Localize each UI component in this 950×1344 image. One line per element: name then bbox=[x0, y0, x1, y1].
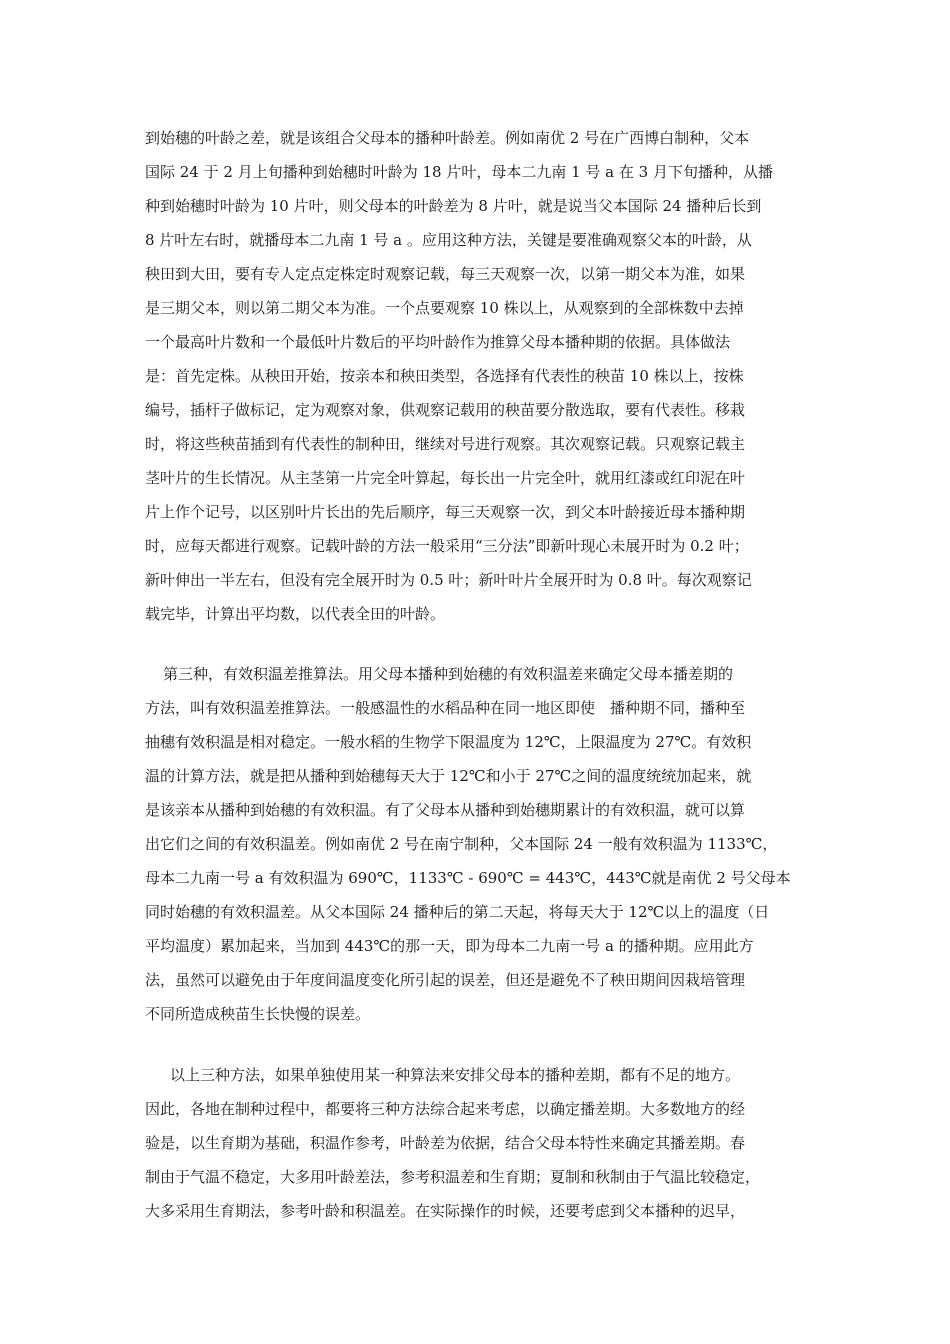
text-line: 时，应每天都进行观察。记载叶龄的方法一般采用“三分法”即新叶现心未展开时为 0.2 叶； bbox=[145, 537, 749, 555]
text-line: 因此，各地在制种过程中，都要将三种方法综合起来考虑，以确定播差期。大多数地方的经 bbox=[145, 1100, 746, 1118]
text-line: 同时始穗的有效积温差。从父本国际 24 播种后的第二天起，将每天大于 12℃以上的温度（日 bbox=[145, 903, 770, 921]
text-line: 8 片叶左右时，就播母本二九南 1 号 a 。应用这种方法，关键是要准确观察父本的叶龄，从 bbox=[145, 231, 752, 249]
text-line: 出它们之间的有效积温差。例如南优 2 号在南宁制种，父本国际 24 一般有效积温为 1133℃， bbox=[145, 835, 778, 853]
text-line: 不同所造成秧苗生长快慢的误差。 bbox=[145, 1005, 371, 1023]
text-line: 方法，叫有效积温差推算法。一般感温性的水稻品种在同一地区即使 播种期不同，播种至 bbox=[145, 699, 746, 717]
text-line: 法，虽然可以避免由于年度间温度变化所引起的误差，但还是避免不了秧田期间因栽培管理 bbox=[145, 971, 746, 989]
text-line: 抽穗有效积温是相对稳定。一般水稻的生物学下限温度为 12℃，上限温度为 27℃。有效积 bbox=[145, 733, 752, 751]
text-line: 载完毕，计算出平均数，以代表全田的叶龄。 bbox=[145, 605, 446, 623]
text-line: 一个最高叶片数和一个最低叶片数后的平均叶龄作为推算父母本播种期的依据。具体做法 bbox=[145, 333, 731, 351]
text-line: 新叶伸出一半左右，但没有完全展开时为 0.5 叶；新叶叶片全展开时为 0.8 叶。每次观察记 bbox=[145, 571, 752, 589]
text-line: 制由于气温不稳定，大多用叶龄差法，参考积温差和生育期；夏制和秋制由于气温比较稳定， bbox=[145, 1168, 761, 1186]
text-line: 到始穗的叶龄之差，就是该组合父母本的播种叶龄差。例如南优 2 号在广西博白制种，父本 bbox=[145, 129, 750, 147]
text-line: 第三种，有效积温差推算法。用父母本播种到始穗的有效积温差来确定父母本播差期的 bbox=[163, 665, 734, 683]
text-line: 种到始穗时叶龄为 10 片叶，则父母本的叶龄差为 8 片叶，就是说当父本国际 24 播种后长到 bbox=[145, 197, 762, 215]
text-line: 以上三种方法，如果单独使用某一种算法来安排父母本的播种差期，都有不足的地方。 bbox=[170, 1066, 741, 1084]
text-line: 时，将这些秧苗插到有代表性的制种田，继续对号进行观察。其次观察记载。只观察记载主 bbox=[145, 435, 746, 453]
text-line: 是：首先定株。从秧田开始，按亲本和秧田类型，各选择有代表性的秧苗 10 株以上，按株 bbox=[145, 367, 744, 385]
text-line: 秧田到大田，要有专人定点定株定时观察记载，每三天观察一次，以第一期父本为准，如果 bbox=[145, 265, 746, 283]
text-line: 是三期父本，则以第二期父本为准。一个点要观察 10 株以上，从观察到的全部株数中去掉 bbox=[145, 299, 744, 317]
text-line: 国际 24 于 2 月上旬播种到始穗时叶龄为 18 片叶，母本二九南 1 号 a 在 3 月下旬播种，从播 bbox=[145, 163, 773, 181]
text-line: 平均温度）累加起来，当加到 443℃的那一天，即为母本二九南一号 a 的播种期。应用此方 bbox=[145, 937, 754, 955]
text-line: 母本二九南一号 a 有效积温为 690℃，1133℃ - 690℃ = 443℃，443℃就是南优 2 号父母本 bbox=[145, 869, 791, 887]
text-line: 是该亲本从播种到始穗的有效积温。有了父母本从播种到始穗期累计的有效积温，就可以算 bbox=[145, 801, 746, 819]
text-line: 片上作个记号，以区别叶片长出的先后顺序，每三天观察一次，到父本叶龄接近母本播种期 bbox=[145, 503, 746, 521]
text-line: 茎叶片的生长情况。从主茎第一片完全叶算起，每长出一片完全叶，就用红漆或红印泥在叶 bbox=[145, 469, 746, 487]
text-line: 验是，以生育期为基础，积温作参考，叶龄差为依据，结合父母本特性来确定其播差期。春 bbox=[145, 1134, 746, 1152]
text-line: 温的计算方法，就是把从播种到始穗每天大于 12℃和小于 27℃之间的温度统统加起来，就 bbox=[145, 767, 752, 785]
text-line: 编号，插杆子做标记，定为观察对象，供观察记载用的秧苗要分散选取，要有代表性。移栽 bbox=[145, 401, 746, 419]
text-line: 大多采用生育期法，参考叶龄和积温差。在实际操作的时候，还要考虑到父本播种的迟早， bbox=[145, 1202, 746, 1220]
